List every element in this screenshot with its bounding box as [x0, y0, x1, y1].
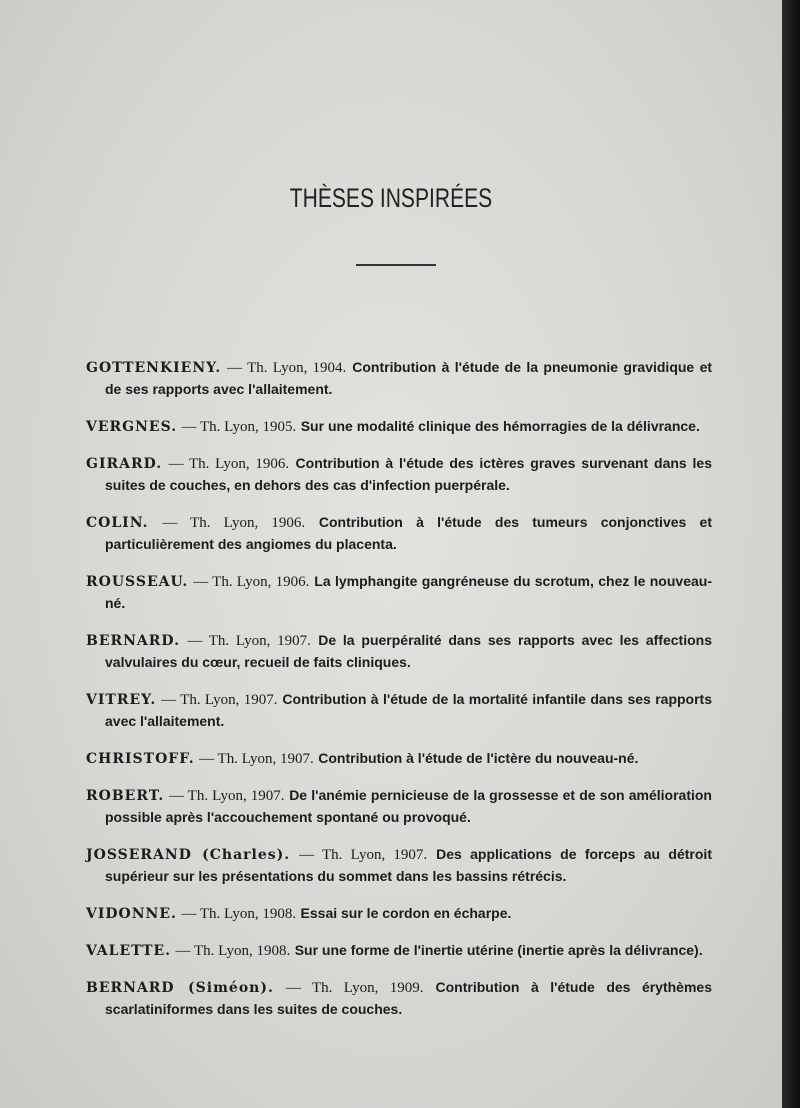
- thesis-list: [86, 357, 712, 1036]
- thesis-title: La lymphangite gangréneuse du scrotum, chez le nouveau-né.: [105, 573, 712, 611]
- scan-edge: [782, 0, 800, 1108]
- thesis-author: COLIN.: [86, 515, 149, 531]
- thesis-reference: — Th. Lyon, 1907.: [199, 751, 314, 767]
- thesis-entry: [86, 630, 712, 674]
- thesis-title: De l'anémie pernicieuse de la grossesse et de son amélioration possible après l'accouchement spontané ou provoqué.: [105, 787, 712, 825]
- thesis-author: CHRISTOFF.: [86, 751, 195, 767]
- page-title: THÈSES INSPIRÉES: [289, 183, 493, 213]
- thesis-reference: — Th. Lyon, 1907.: [168, 788, 285, 804]
- thesis-entry: [86, 785, 712, 829]
- thesis-entry: [86, 977, 712, 1021]
- thesis-entry: [86, 940, 712, 962]
- thesis-reference: — Th. Lyon, 1907.: [161, 692, 278, 708]
- thesis-author: VALETTE.: [86, 943, 172, 959]
- thesis-entry: [86, 571, 712, 615]
- thesis-title: Sur une modalité clinique des hémorragies de la délivrance.: [300, 418, 700, 434]
- thesis-title: Essai sur le cordon en écharpe.: [300, 905, 512, 921]
- thesis-author: GIRARD.: [86, 456, 163, 472]
- thesis-entry: [86, 512, 712, 556]
- thesis-author: ROBERT.: [86, 788, 165, 804]
- thesis-title: Contribution à l'étude de l'ictère du nouveau-né.: [318, 750, 639, 766]
- thesis-reference: — Th. Lyon, 1908.: [181, 906, 297, 922]
- thesis-reference: — Th. Lyon, 1906.: [162, 515, 306, 531]
- thesis-title: Contribution à l'étude des érythèmes scarlatiniformes dans les suites de couches.: [105, 979, 712, 1017]
- thesis-title: Contribution à l'étude des ictères graves survenant dans les suites de couches, en dehors des cas d'infection puerpérale.: [105, 455, 713, 493]
- thesis-author: GOTTENKIENY.: [86, 360, 222, 376]
- thesis-entry: [86, 453, 712, 497]
- thesis-reference: — Th. Lyon, 1907.: [299, 847, 428, 863]
- thesis-entry: [86, 689, 712, 733]
- thesis-reference: — Th. Lyon, 1907.: [187, 633, 311, 649]
- thesis-title: Sur une forme de l'inertie utérine (inertie après la délivrance).: [294, 942, 703, 958]
- thesis-reference: — Th. Lyon, 1904.: [227, 360, 347, 376]
- thesis-reference: — Th. Lyon, 1909.: [285, 980, 424, 996]
- thesis-entry: [86, 748, 712, 770]
- thesis-reference: — Th. Lyon, 1908.: [175, 943, 291, 959]
- thesis-reference: — Th. Lyon, 1906.: [168, 456, 290, 472]
- thesis-author: VIDONNE.: [86, 906, 177, 922]
- thesis-author: BERNARD.: [86, 633, 180, 649]
- thesis-title: De la puerpéralité dans ses rapports avec les affections valvulaires du cœur, recueil de faits cliniques.: [105, 632, 712, 670]
- thesis-title: Contribution à l'étude de la pneumonie gravidique et de ses rapports avec l'allaitement.: [105, 359, 713, 397]
- thesis-author: JOSSERAND (Charles).: [86, 847, 291, 863]
- thesis-author: VERGNES.: [86, 419, 178, 435]
- title-rule: [356, 264, 436, 266]
- thesis-entry: [86, 844, 712, 888]
- thesis-title: Contribution à l'étude des tumeurs conjonctives et particulièrement des angiomes du placenta.: [105, 514, 712, 552]
- thesis-entry: [86, 416, 712, 438]
- thesis-title: Contribution à l'étude de la mortalité infantile dans ses rapports avec l'allaitement.: [105, 691, 713, 729]
- thesis-author: VITREY.: [86, 692, 157, 708]
- thesis-author: ROUSSEAU.: [86, 574, 189, 590]
- thesis-entry: [86, 357, 712, 401]
- thesis-author: BERNARD (Siméon).: [86, 980, 274, 996]
- thesis-title: Des applications de forceps au détroit supérieur sur les présentations du sommet dans les bassins rétrécis.: [105, 846, 712, 884]
- thesis-entry: [86, 903, 712, 925]
- thesis-reference: — Th. Lyon, 1906.: [193, 574, 310, 590]
- thesis-reference: — Th. Lyon, 1905.: [181, 419, 297, 435]
